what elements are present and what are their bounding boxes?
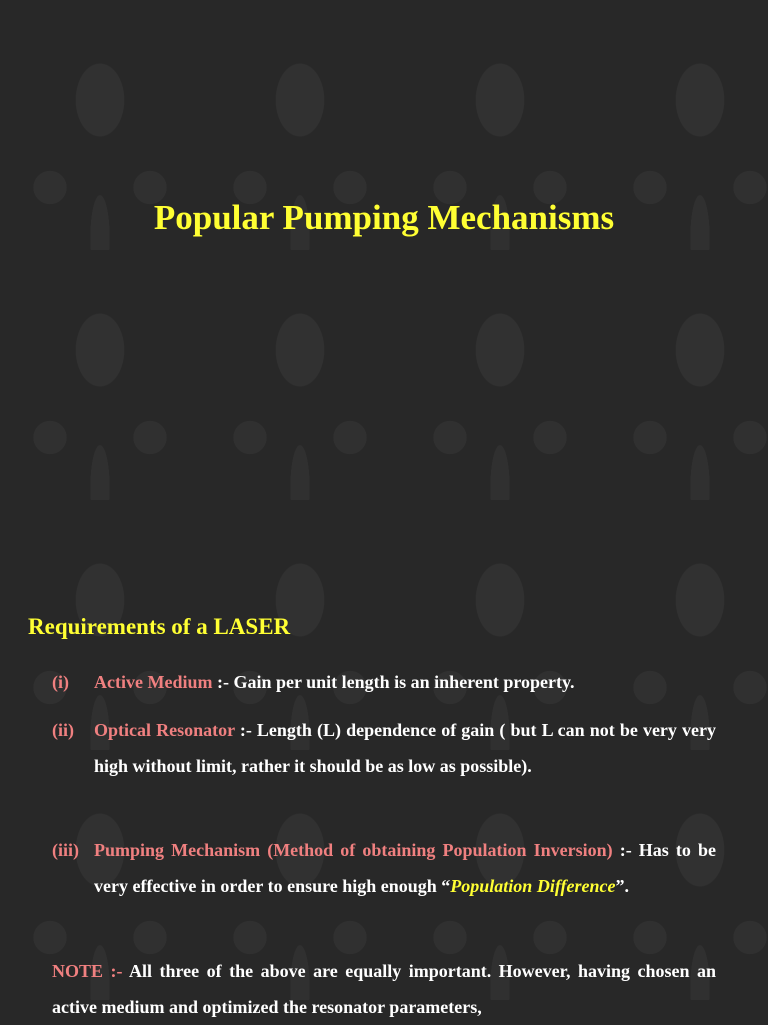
requirement-number: (i) [52, 672, 69, 692]
highlight-text: Population Difference [450, 876, 616, 896]
requirement-item-1 [52, 664, 716, 700]
requirement-body [94, 664, 716, 700]
requirement-item-3 [52, 832, 716, 904]
requirement-term: Active Medium [94, 672, 213, 692]
requirement-text: :- Gain per unit length is an inherent property. [212, 672, 575, 692]
requirement-body [94, 712, 716, 784]
note-text: All three of the above are equally important. However, having chosen an active medium and optimized the resonator parameters, [52, 961, 716, 1017]
slide-title: Popular Pumping Mechanisms [153, 198, 615, 237]
requirement-number: (ii) [52, 720, 74, 740]
section-heading: Requirements of a LASER [28, 614, 291, 639]
requirement-body [94, 832, 716, 904]
note-paragraph [52, 953, 716, 1025]
requirement-term: Pumping Mechanism (Method of obtaining Population Inversion) [94, 840, 613, 860]
requirement-number: (iii) [52, 840, 79, 860]
requirement-term: Optical Resonator [94, 720, 235, 740]
requirement-text: :- Has to be very effective in order to ensure high enough “ [94, 840, 716, 896]
note-label: NOTE :- [52, 961, 123, 981]
requirement-text-end: ”. [615, 876, 629, 896]
requirement-text: :- Length (L) dependence of gain ( but L can not be very very high without limit, rather it should be as low as possible). [94, 720, 716, 776]
requirement-item-2 [52, 712, 716, 784]
